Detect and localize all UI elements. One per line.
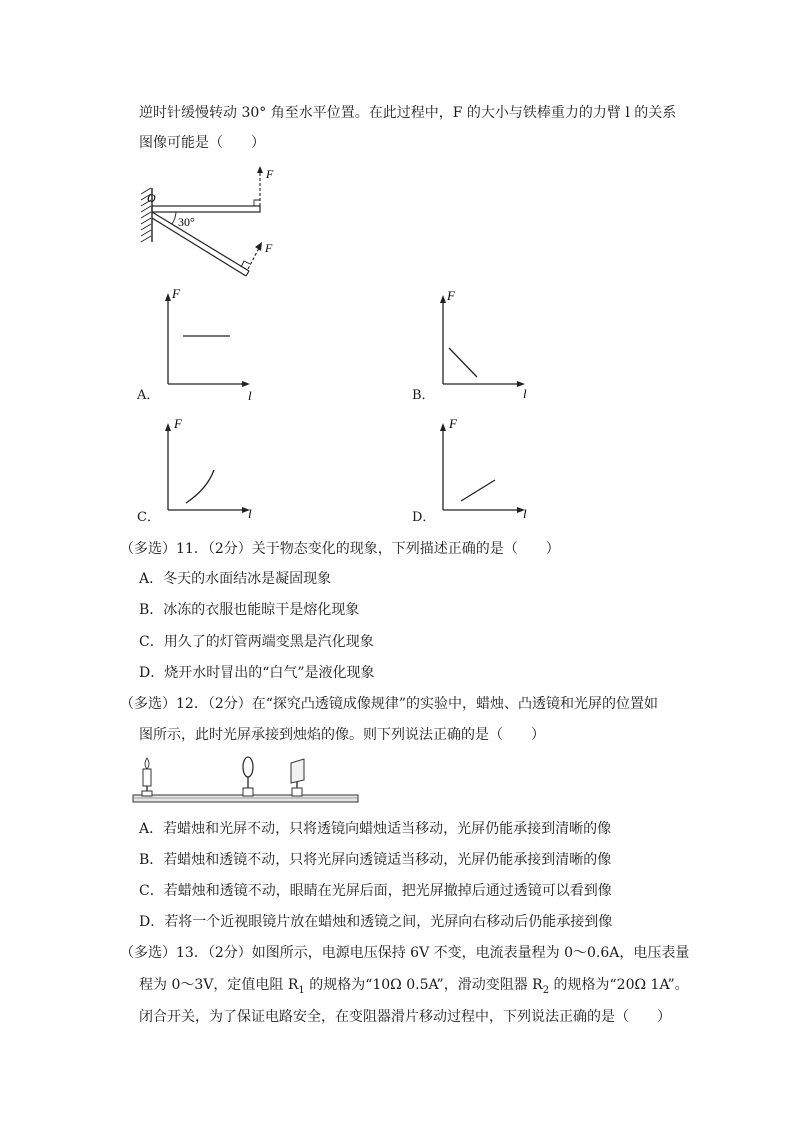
graph-c-x-label: l — [248, 506, 252, 521]
right-angle-mark-top — [254, 200, 260, 206]
q12-option-a[interactable]: A．若蜡烛和光屏不动，只将透镜向蜡烛适当移动，光屏仍能承接到清晰的像 — [139, 821, 612, 837]
convex-lens — [243, 757, 253, 796]
graph-c-curve — [186, 470, 214, 503]
force-label-top: F — [266, 167, 274, 181]
force-label-tilted: F — [265, 241, 273, 255]
q11-option-c[interactable]: C．用久了的灯管两端变黑是汽化现象 — [139, 634, 374, 650]
graph-b-x-label: l — [523, 386, 527, 401]
q10-option-a-graph — [150, 284, 260, 403]
q12-option-b[interactable]: B．若蜡烛和透镜不动，只将光屏向透镜适当移动，光屏仍能承接到清晰的像 — [139, 852, 612, 868]
q10-option-c-label[interactable]: C． — [137, 510, 160, 525]
graph-a-y-label: F — [172, 286, 180, 301]
q13-line2-part-a: 程为 0～3V，定值电阻 R — [139, 977, 299, 993]
graph-d-y-label: F — [449, 416, 457, 431]
q10-lever-figure — [138, 160, 288, 280]
q10-option-c-graph — [150, 414, 260, 522]
q10-option-d-graph — [425, 414, 535, 522]
q11-stem: （多选）11．（2分）关于物态变化的现象，下列描述正确的是（ ） — [120, 541, 560, 557]
q13-line2-part-c: 的规格为“20Ω 1A”。 — [549, 977, 689, 993]
q11-option-a[interactable]: A．冬天的水面结冰是凝固现象 — [139, 571, 332, 587]
q10-option-d-label[interactable]: D． — [412, 510, 436, 525]
q12-option-d[interactable]: D．若将一个近视眼镜片放在蜡烛和透镜之间，光屏向右移动后仍能承接到像 — [139, 914, 613, 930]
graph-b-y-label: F — [447, 288, 455, 303]
graph-d-x-label: l — [523, 506, 527, 521]
q12-optical-bench-figure — [130, 755, 365, 810]
r2-subscript: 2 — [542, 984, 550, 996]
q12-option-c[interactable]: C．若蜡烛和透镜不动，眼睛在光屏后面，把光屏撤掉后通过透镜可以看到像 — [139, 883, 612, 899]
q10-option-b-label[interactable]: B． — [412, 388, 435, 403]
horizontal-rod — [152, 206, 260, 212]
q13-line1: （多选）13．（2分）如图所示，电源电压保持 6V 不变，电流表量程为 0～0.6A，电压表量 — [120, 945, 690, 961]
graph-d-curve — [461, 480, 495, 501]
pivot-label: O — [147, 191, 156, 205]
tilted-rod — [152, 212, 249, 276]
angle-arc — [172, 212, 176, 224]
q13-line2 — [139, 975, 689, 1001]
force-arrowhead-top — [257, 166, 263, 173]
q11-option-b[interactable]: B．冰冻的衣服也能晾干是熔化现象 — [139, 602, 360, 618]
right-angle-mark-tilted — [241, 261, 250, 267]
light-screen — [291, 759, 304, 796]
q10-option-a-label[interactable]: A． — [137, 388, 160, 403]
q10-option-b-graph — [425, 286, 535, 401]
q12-stem-line2: 图所示，此时光屏承接到烛焰的像。则下列说法正确的是（ ） — [139, 727, 545, 743]
q13-line3: 闭合开关，为了保证电路安全，在变阻器滑片移动过程中，下列说法正确的是（ ） — [139, 1009, 671, 1025]
q11-option-d[interactable]: D．烧开水时冒出的“白气”是液化现象 — [139, 665, 375, 681]
r1-subscript: 1 — [298, 984, 305, 996]
graph-a-x-label: l — [248, 388, 252, 403]
q10-stem-line2: 图像可能是（ ） — [139, 135, 265, 151]
q10-stem-line1: 逆时针缓慢转动 30° 角至水平位置。在此过程中，F 的大小与铁棒重力的力臂 l 的关系 — [139, 105, 677, 121]
force-arrow-tilted — [248, 248, 259, 269]
angle-label: 30° — [178, 215, 195, 229]
candle — [142, 758, 152, 796]
q13-line2-part-b: 的规格为“10Ω 0.5A”，滑动变阻器 R — [304, 977, 543, 993]
q12-stem-line1: （多选）12．（2分）在“探究凸透镜成像规律”的实验中，蜡烛、凸透镜和光屏的位置如 — [120, 696, 659, 712]
graph-c-y-label: F — [174, 416, 182, 431]
graph-b-curve — [449, 348, 477, 377]
